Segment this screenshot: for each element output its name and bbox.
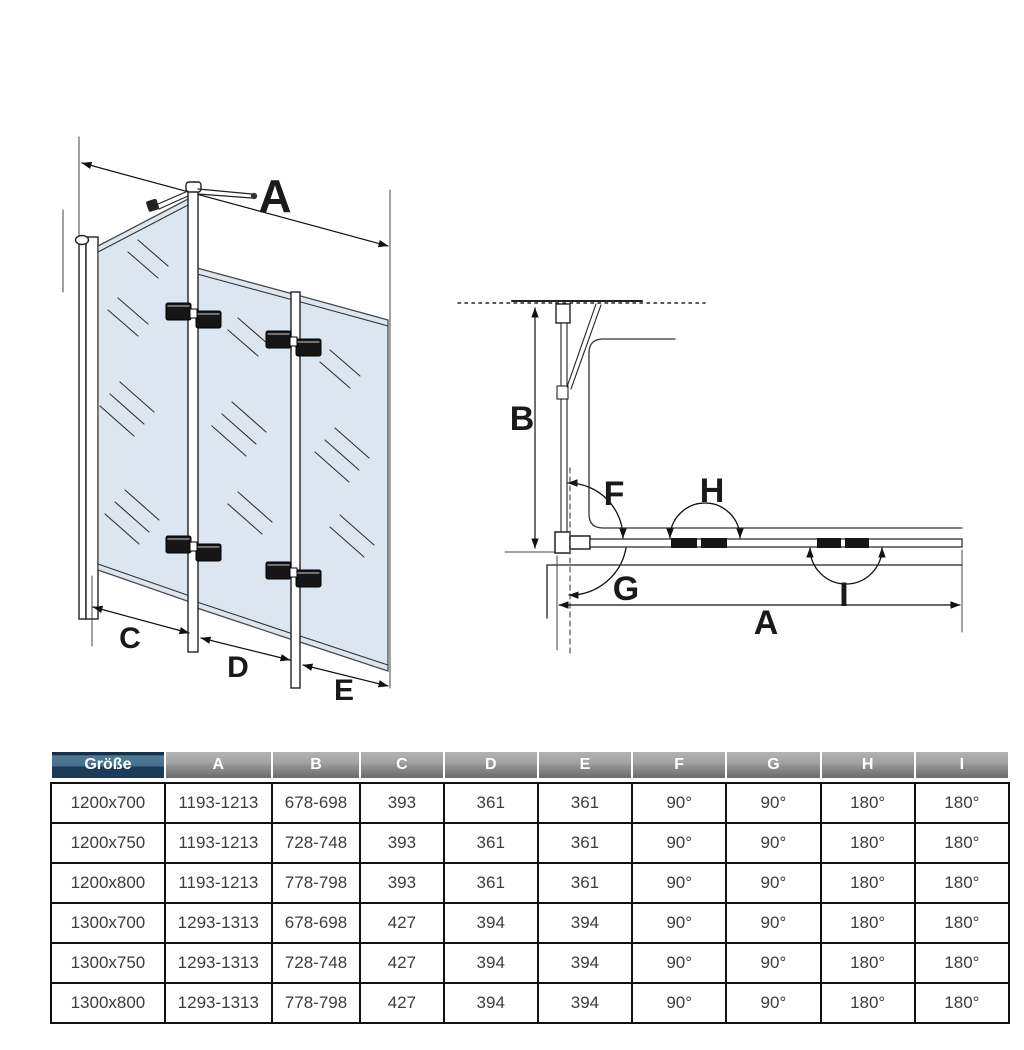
table-cell: 1193-1213 (166, 864, 271, 902)
table-cell: 90° (633, 904, 725, 942)
table-cell: 393 (361, 824, 442, 862)
table-cell: 90° (727, 824, 819, 862)
col-header-e: E (539, 752, 631, 778)
table-cell: 394 (445, 984, 537, 1022)
table-cell: 361 (445, 824, 537, 862)
table-cell: 778-798 (273, 984, 359, 1022)
dimension-b (505, 308, 558, 552)
table-cell: 180° (916, 824, 1008, 862)
table-cell: 180° (822, 904, 914, 942)
col-header-groesse: Größe (52, 752, 164, 778)
dimension-d (201, 638, 290, 684)
col-header-f: F (633, 752, 725, 778)
arm-bracket (146, 198, 160, 212)
arm-end-ball (251, 193, 257, 199)
table-cell: 90° (727, 784, 819, 822)
table-cell: 361 (539, 824, 631, 862)
table-cell: 1300x700 (52, 904, 164, 942)
angle-i-label: I (839, 576, 849, 614)
table-cell: 427 (361, 944, 442, 982)
table-cell: 361 (445, 784, 537, 822)
front-view-diagram (63, 137, 390, 707)
support-arm-top-view (567, 304, 601, 389)
table-cell: 394 (445, 904, 537, 942)
dim-a-label: A (258, 170, 292, 222)
table-cell: 778-798 (273, 864, 359, 902)
table-cell: 90° (727, 984, 819, 1022)
folded-panels-edge (590, 539, 962, 547)
table-cell: 1300x800 (52, 984, 164, 1022)
table-cell: 180° (822, 824, 914, 862)
pivot-block (555, 532, 590, 553)
col-header-g: G (727, 752, 819, 778)
table-cell: 393 (361, 864, 442, 902)
swing-outline (589, 339, 962, 528)
wall-profile (76, 236, 99, 620)
table-cell: 1193-1213 (166, 784, 271, 822)
table-cell: 90° (633, 944, 725, 982)
table-cell: 427 (361, 904, 442, 942)
table-cell: 1293-1313 (166, 904, 271, 942)
angle-g-label: G (612, 570, 640, 608)
table-cell: 180° (822, 944, 914, 982)
table-cell: 1200x750 (52, 824, 164, 862)
table-cell: 90° (633, 824, 725, 862)
table-cell: 1300x750 (52, 944, 164, 982)
table-cell: 180° (916, 904, 1008, 942)
col-header-d: D (445, 752, 537, 778)
wall-bracket (556, 304, 570, 323)
table-cell: 728-748 (273, 944, 359, 982)
table-cell: 394 (539, 904, 631, 942)
table-cell: 678-698 (273, 904, 359, 942)
table-cell: 728-748 (273, 824, 359, 862)
size-table-body (52, 784, 1008, 1022)
support-arm (146, 189, 258, 212)
col-header-b: B (273, 752, 359, 778)
table-cell: 361 (539, 864, 631, 902)
table-cell: 180° (916, 864, 1008, 902)
table-cell: 90° (633, 784, 725, 822)
dim-b-label: B (509, 400, 535, 438)
col-header-a: A (166, 752, 271, 778)
post-1 (188, 190, 198, 652)
table-cell: 90° (727, 904, 819, 942)
table-cell: 180° (822, 784, 914, 822)
table-cell: 394 (539, 984, 631, 1022)
dim-e-label: E (333, 674, 355, 707)
col-header-i: I (916, 752, 1008, 778)
dim-a-top-label: A (753, 604, 779, 642)
dim-c-label: C (119, 622, 141, 655)
table-cell: 1293-1313 (166, 944, 271, 982)
table-cell: 180° (916, 784, 1008, 822)
table-cell: 393 (361, 784, 442, 822)
table-cell: 361 (445, 864, 537, 902)
table-cell: 394 (445, 944, 537, 982)
table-cell: 1200x800 (52, 864, 164, 902)
table-cell: 361 (539, 784, 631, 822)
table-cell: 394 (539, 944, 631, 982)
table-cell: 180° (822, 984, 914, 1022)
table-cell: 180° (822, 864, 914, 902)
table-cell: 1193-1213 (166, 824, 271, 862)
fixed-panel-edge (556, 304, 570, 533)
table-cell: 90° (727, 944, 819, 982)
angle-f-label: F (603, 475, 625, 513)
col-header-c: C (361, 752, 442, 778)
glass-panels (98, 198, 388, 671)
table-cell: 180° (916, 984, 1008, 1022)
table-cell: 1200x700 (52, 784, 164, 822)
size-table-header (52, 752, 1008, 778)
arm-clamp (557, 386, 568, 399)
table-cell: 90° (633, 984, 725, 1022)
top-view-diagram (458, 301, 962, 656)
wall-line (458, 301, 705, 303)
angle-h-label: H (699, 472, 725, 510)
table-cell: 90° (633, 864, 725, 902)
table-cell: 1293-1313 (166, 984, 271, 1022)
table-cell: 678-698 (273, 784, 359, 822)
table-cell: 90° (727, 864, 819, 902)
col-header-h: H (822, 752, 914, 778)
table-cell: 180° (916, 944, 1008, 982)
dimension-e (303, 665, 388, 707)
dim-d-label: D (227, 651, 249, 684)
table-cell: 427 (361, 984, 442, 1022)
